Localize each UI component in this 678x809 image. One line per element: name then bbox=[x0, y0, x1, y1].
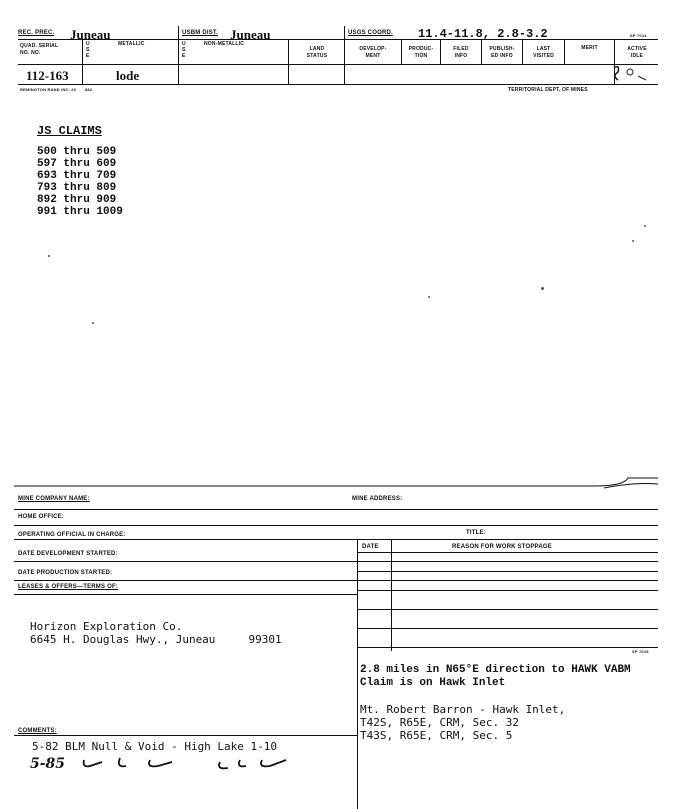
handwritten-tick-marks-icon bbox=[80, 752, 300, 776]
location-line-1: 2.8 miles in N65°E direction to HAWK VABM bbox=[360, 664, 631, 676]
header-line-2 bbox=[18, 64, 658, 65]
form-line bbox=[14, 580, 658, 581]
merit-mark bbox=[608, 62, 648, 89]
map-line-3: T43S, R65E, CRM, Sec. 5 bbox=[360, 729, 513, 742]
use-label-2: U S E bbox=[182, 41, 186, 59]
scan-speck bbox=[541, 287, 544, 290]
scan-speck bbox=[428, 296, 430, 298]
lessee-name: Horizon Exploration Co. bbox=[30, 620, 183, 633]
use-label: U S E bbox=[86, 41, 90, 59]
lessee-block bbox=[30, 620, 282, 646]
claim-range: 500 thru 509 bbox=[37, 146, 117, 158]
header-line-1 bbox=[18, 39, 658, 40]
claims-list bbox=[37, 146, 123, 218]
form-number-2: SP 7015 bbox=[632, 649, 649, 654]
comment-line-1: 5-82 BLM Null & Void - High Lake 1-10 bbox=[32, 740, 278, 753]
active-idle-label: ACTIVE IDLE bbox=[627, 46, 647, 59]
claim-range: 693 thru 709 bbox=[37, 170, 117, 182]
header-vline bbox=[288, 39, 289, 84]
reason-column-label: REASON FOR WORK STOPPAGE bbox=[452, 544, 552, 550]
comments-label: COMMENTS: bbox=[18, 728, 57, 734]
form-line bbox=[14, 525, 658, 526]
location-line-2: Claim is on Hawk Inlet bbox=[360, 677, 506, 689]
map-block bbox=[360, 703, 565, 742]
scan-speck bbox=[644, 225, 646, 227]
scan-speck bbox=[632, 240, 634, 242]
form-line bbox=[14, 509, 658, 510]
form-line bbox=[357, 571, 658, 572]
last-visited-label: LAST VISITED bbox=[533, 46, 554, 59]
form-top-rule bbox=[14, 470, 658, 492]
usgs-coord-value: 11.4-11.8, 2.8-3.2 bbox=[418, 27, 548, 41]
mine-address-label: MINE ADDRESS: bbox=[352, 496, 403, 502]
form-vline bbox=[357, 539, 358, 809]
non-metallic-label: NON-METALLIC bbox=[204, 41, 245, 47]
production-label: PRODUC- TION bbox=[408, 46, 434, 59]
usbm-dist-label: USBM DIST. bbox=[182, 30, 219, 36]
scan-speck bbox=[48, 255, 50, 257]
title-label: TITLE: bbox=[466, 530, 486, 536]
usbm-dist-value: Juneau bbox=[230, 27, 271, 42]
operating-official-label: OPERATING OFFICIAL IN CHARGE: bbox=[18, 532, 126, 538]
form-line bbox=[14, 539, 658, 540]
map-line-2: T42S, R65E, CRM, Sec. 32 bbox=[360, 716, 519, 729]
claim-range: 991 thru 1009 bbox=[37, 206, 123, 218]
claim-range: 793 thru 809 bbox=[37, 182, 117, 194]
land-status-label: LAND STATUS bbox=[306, 46, 328, 59]
rec-prec-label: REC. PREC. bbox=[18, 30, 55, 36]
merit-label: MERIT bbox=[581, 45, 598, 51]
form-vline bbox=[391, 539, 392, 651]
form-line bbox=[357, 647, 658, 648]
lessee-address: 6645 H. Douglas Hwy., Juneau 99301 bbox=[30, 633, 282, 646]
date-development-label: DATE DEVELOPMENT STARTED: bbox=[18, 551, 118, 557]
quad-serial-value: 112-163 bbox=[26, 68, 69, 83]
map-line-1: Mt. Robert Barron - Hawk Inlet, bbox=[360, 703, 566, 716]
form-line bbox=[14, 561, 658, 562]
printer-imprint: REMINGTON RAND INC. 20 bbox=[20, 87, 77, 92]
development-label: DEVELOP- MENT bbox=[359, 46, 387, 59]
form-number: SP 7014 bbox=[630, 33, 647, 38]
leases-label: LEASES & OFFERS—TERMS OF: bbox=[18, 584, 119, 590]
printer-code: 882 bbox=[85, 87, 93, 92]
header-vline bbox=[82, 39, 83, 84]
mine-company-name-label: MINE COMPANY NAME: bbox=[18, 496, 90, 502]
form-line bbox=[357, 628, 658, 629]
form-line bbox=[14, 594, 358, 595]
quad-serial-label: QUAD. SERIAL NO. NO. bbox=[20, 43, 59, 56]
filed-info-label: FILED INFO bbox=[453, 46, 469, 59]
claim-range: 892 thru 909 bbox=[37, 194, 117, 206]
header-vline bbox=[178, 26, 179, 84]
claim-range: 597 thru 609 bbox=[37, 158, 117, 170]
header-line-3 bbox=[18, 84, 658, 85]
header-vline bbox=[564, 39, 565, 64]
usgs-coord-label: USGS COORD. bbox=[348, 30, 393, 36]
date-production-label: DATE PRODUCTION STARTED: bbox=[18, 570, 113, 576]
claims-title-text: JS CLAIMS bbox=[37, 124, 102, 138]
territorial-dept: TERRITORIAL DEPT. OF MINES bbox=[508, 87, 588, 93]
scan-speck bbox=[92, 322, 94, 324]
claims-title bbox=[37, 121, 102, 139]
form-line bbox=[14, 735, 358, 736]
form-line bbox=[357, 552, 658, 553]
home-office-label: HOME OFFICE: bbox=[18, 514, 65, 520]
header-vline bbox=[344, 26, 345, 84]
date-column-label: DATE bbox=[362, 544, 379, 550]
metallic-value: lode bbox=[116, 68, 140, 83]
published-info-label: PUBLISH- ED INFO bbox=[489, 46, 515, 59]
form-line bbox=[357, 609, 658, 610]
handwritten-mark-icon bbox=[608, 62, 648, 84]
form-line bbox=[357, 590, 658, 591]
location-block bbox=[360, 664, 631, 690]
handwritten-year: 5-85 bbox=[30, 756, 66, 772]
rec-prec-value: Juneau bbox=[70, 27, 111, 42]
metallic-label: METALLIC bbox=[118, 41, 145, 47]
